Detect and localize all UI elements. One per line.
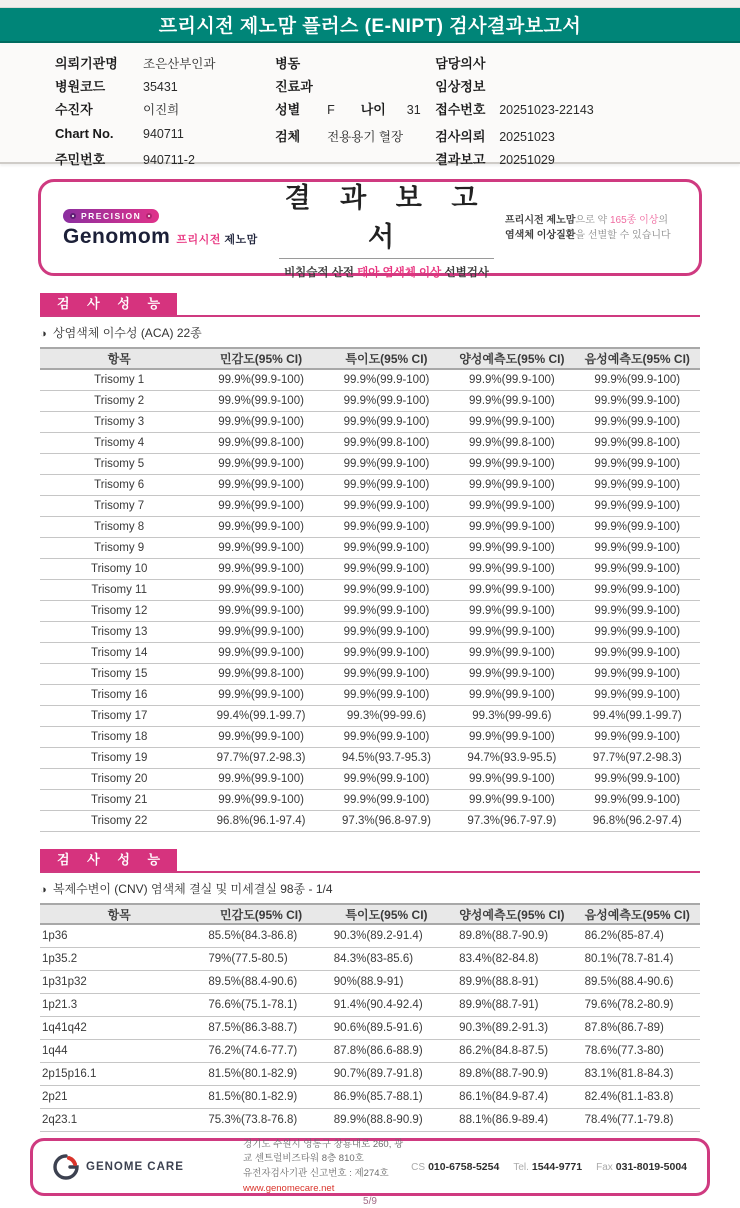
table-cell: 90.6%(89.5-91.6) (333, 1022, 423, 1034)
cnv-section-subtitle: ◑ 복제수변이 (CNV) 염색체 결실 및 미세결실 98종 - 1/4 (40, 882, 333, 896)
patient-info-column-2 (275, 53, 435, 154)
table-cell: 99.9%(99.9-100) (594, 563, 681, 575)
table-cell: 1q44 (42, 1045, 68, 1057)
table-row (40, 948, 700, 971)
table-cell: 89.9%(88.7-91) (459, 999, 539, 1011)
table-cell: Trisomy 16 (90, 689, 148, 701)
table-cell: 78.6%(77.3-80) (584, 1045, 664, 1057)
table-cell: 99.9%(99.8-100) (343, 437, 430, 449)
half-circle-bullet-icon: ◑ (40, 328, 47, 340)
field-label: 주민번호 (55, 152, 106, 167)
table-cell: 99.9%(99.9-100) (594, 584, 681, 596)
table-row (40, 706, 700, 727)
company-website-link[interactable]: www.genomecare.net (243, 1182, 335, 1194)
table-cell: 2p15p16.1 (42, 1068, 97, 1080)
patient-info-row (55, 126, 275, 149)
company-contacts: CS 010-6758-5254 Tel. 1544-9771 Fax 031-8019-5004 (411, 1161, 687, 1173)
field-label: 나이 (360, 102, 386, 117)
footer-company-box (30, 1138, 710, 1196)
table-cell: Trisomy 18 (90, 731, 148, 743)
table-cell: Trisomy 19 (90, 752, 148, 764)
cnv-section-header (40, 849, 700, 873)
table-row (40, 748, 700, 769)
aca-performance-table (40, 347, 700, 832)
table-cell: 79%(77.5-80.5) (208, 953, 288, 965)
table-cell: 79.6%(78.2-80.9) (584, 999, 674, 1011)
brand-sub-dark: 제노맘 (224, 234, 258, 246)
table-cell: 99.9%(99.9-100) (343, 374, 430, 386)
table-row (40, 971, 700, 994)
page-top-strip (0, 0, 740, 8)
result-report-heading: 결 과 보 고 서 (284, 182, 489, 252)
table-cell: 89.8%(88.7-90.9) (459, 1068, 549, 1080)
precision-badge-label: PRECISION (81, 211, 142, 221)
table-cell: Trisomy 15 (90, 668, 148, 680)
field-label: 검체 (275, 129, 301, 144)
table-cell: 2q23.1 (42, 1114, 78, 1126)
table-cell: 99.9%(99.9-100) (594, 521, 681, 533)
table-cell: 99.9%(99.8-100) (218, 668, 304, 680)
table-cell: 99.9%(99.9-100) (218, 584, 304, 596)
field-value: 20251023 (499, 130, 555, 144)
column-header: 음성예측도(95% CI) (584, 352, 690, 366)
table-cell: 99.9%(99.9-100) (594, 689, 681, 701)
patient-info-row (55, 99, 275, 122)
aca-section-subtitle: ◑ 상염색체 이수성 (ACA) 22종 (40, 326, 202, 340)
table-row (40, 685, 700, 706)
table-cell: 1p31p32 (42, 976, 87, 988)
table-cell: 99.9%(99.9-100) (594, 479, 681, 491)
genomom-brand-block (63, 206, 268, 249)
table-cell: Trisomy 17 (90, 710, 148, 722)
table-cell: 87.5%(86.3-88.7) (208, 1022, 298, 1034)
table-cell: 99.9%(99.9-100) (343, 668, 430, 680)
patient-info-row (55, 149, 275, 172)
table-cell: Trisomy 1 (94, 374, 145, 386)
table-row (40, 538, 700, 559)
table-cell: 80.1%(78.7-81.4) (584, 953, 674, 965)
table-row (40, 664, 700, 685)
table-cell: 91.4%(90.4-92.4) (333, 999, 423, 1011)
patient-info-column-3 (435, 53, 722, 167)
page-number: 5/9 (363, 1196, 377, 1207)
table-cell: Trisomy 9 (94, 542, 145, 554)
table-cell: 99.9%(99.9-100) (218, 563, 304, 575)
table-cell: Trisomy 13 (90, 626, 148, 638)
company-address: 경기도 수원시 영통구 창룡대로 260, 광교 센트럴비즈타워 8층 810호 유전자검사기관 신고번호 : 제274호 www.genomecare.net (243, 1138, 404, 1194)
table-cell: 90.3%(89.2-91.3) (459, 1022, 549, 1034)
table-cell: 99.9%(99.9-100) (218, 416, 304, 428)
table-row (40, 433, 700, 454)
field-value: 이진희 (143, 103, 180, 117)
table-cell: 99.9%(99.9-100) (469, 689, 555, 701)
table-row (40, 370, 700, 391)
table-cell: Trisomy 3 (94, 416, 145, 428)
patient-info-row (275, 76, 435, 99)
fax-number: 031-8019-5004 (615, 1161, 687, 1173)
table-cell: 99.9%(99.9-100) (343, 584, 430, 596)
table-cell: 99.9%(99.9-100) (594, 773, 681, 785)
table-cell: 99.9%(99.9-100) (594, 794, 681, 806)
table-cell: 99.9%(99.9-100) (218, 731, 304, 743)
table-cell: 99.9%(99.9-100) (218, 542, 304, 554)
aca-section-title: 검 사 성 능 (40, 293, 177, 315)
patient-info-panel (0, 43, 740, 167)
table-cell: 99.9%(99.9-100) (594, 500, 681, 512)
table-cell: 99.3%(99-99.6) (472, 710, 552, 722)
table-cell: 99.9%(99.9-100) (469, 416, 555, 428)
table-cell: 99.9%(99.9-100) (343, 563, 430, 575)
table-cell: 99.9%(99.9-100) (469, 479, 555, 491)
table-cell: 99.9%(99.9-100) (343, 395, 430, 407)
table-cell: 99.4%(99.1-99.7) (592, 710, 682, 722)
table-cell: 90%(88.9-91) (333, 976, 404, 988)
table-cell: 99.9%(99.9-100) (218, 689, 304, 701)
table-cell: 97.3%(96.8-97.9) (342, 815, 431, 827)
table-cell: Trisomy 12 (90, 605, 148, 617)
table-cell: 99.9%(99.9-100) (594, 542, 681, 554)
table-cell: 99.9%(99.9-100) (469, 647, 555, 659)
table-row (40, 475, 700, 496)
table-cell: 99.9%(99.9-100) (218, 500, 304, 512)
field-label: 검사의뢰 (435, 129, 486, 144)
field-value: 20251023-22143 (499, 103, 594, 117)
table-cell: 86.1%(84.9-87.4) (459, 1091, 549, 1103)
table-cell: 99.9%(99.9-100) (469, 374, 555, 386)
table-cell: 97.7%(97.2-98.3) (216, 752, 306, 764)
table-row (40, 454, 700, 475)
table-row (40, 811, 700, 832)
table-row (40, 1017, 700, 1040)
table-cell: 2p21 (42, 1091, 68, 1103)
table-cell: 86.2%(84.8-87.5) (459, 1045, 549, 1057)
field-label: 병동 (275, 56, 301, 71)
table-row (40, 994, 700, 1017)
field-value: 35431 (143, 80, 178, 94)
table-cell: Trisomy 5 (94, 458, 145, 470)
table-cell: 99.9%(99.9-100) (594, 458, 681, 470)
column-header: 항목 (107, 907, 131, 922)
field-value: 940711-2 (143, 153, 195, 167)
column-header: 음성예측도(95% CI) (584, 907, 690, 922)
table-cell: 99.9%(99.9-100) (343, 626, 430, 638)
table-cell: 1p21.3 (42, 999, 78, 1011)
table-cell: 99.9%(99.9-100) (218, 374, 304, 386)
table-cell: 1q41q42 (42, 1022, 87, 1034)
table-cell: 86.9%(85.7-88.1) (333, 1091, 423, 1103)
table-cell: 84.3%(83-85.6) (333, 953, 414, 965)
table-cell: 99.9%(99.9-100) (594, 647, 681, 659)
table-cell: Trisomy 11 (91, 584, 147, 596)
table-cell: 89.5%(88.4-90.6) (208, 976, 298, 988)
genome-care-mark-icon (53, 1154, 79, 1180)
field-label: 수진자 (55, 102, 93, 117)
table-cell: 99.3%(99-99.6) (346, 710, 427, 722)
table-cell: 99.9%(99.9-100) (343, 458, 430, 470)
table-cell: 99.9%(99.9-100) (469, 395, 555, 407)
table-row (40, 1109, 700, 1132)
field-label: 진료과 (275, 79, 313, 94)
table-cell: 81.5%(80.1-82.9) (208, 1091, 298, 1103)
tel-phone: 1544-9771 (531, 1161, 583, 1173)
patient-info-row (55, 53, 275, 76)
genomom-logo: Genomom 프리시전 제노맘 (63, 225, 258, 248)
column-header: 민감도(95% CI) (220, 907, 303, 922)
table-cell: 99.9%(99.9-100) (218, 626, 304, 638)
report-title: 프리시전 제노맘 플러스 (E-NIPT) 검사결과보고서 (158, 16, 582, 37)
table-row (40, 1040, 700, 1063)
field-value: 940711 (143, 127, 184, 141)
table-cell: 87.8%(86.6-88.9) (333, 1045, 423, 1057)
table-cell: 99.9%(99.9-100) (343, 773, 430, 785)
table-row (40, 559, 700, 580)
table-cell: 99.9%(99.8-100) (469, 437, 555, 449)
field-value: 전용용기 혈장 (327, 130, 404, 144)
table-cell: 99.9%(99.9-100) (343, 689, 430, 701)
table-cell: 99.9%(99.9-100) (343, 521, 430, 533)
patient-info-row (55, 76, 275, 99)
table-cell: 76.2%(74.6-77.7) (208, 1045, 298, 1057)
table-cell: 99.9%(99.9-100) (218, 395, 304, 407)
table-cell: 99.9%(99.9-100) (218, 479, 304, 491)
title-underline (279, 258, 494, 259)
table-cell: Trisomy 20 (90, 773, 148, 785)
table-cell: 99.9%(99.9-100) (469, 563, 555, 575)
precision-badge (63, 209, 159, 223)
patient-info-row (435, 126, 722, 149)
table-row (40, 1086, 700, 1109)
table-cell: 99.9%(99.9-100) (469, 542, 555, 554)
field-value: 조은산부인과 (143, 57, 216, 71)
table-cell: 99.9%(99.9-100) (594, 731, 681, 743)
report-box-title-block (268, 176, 505, 280)
table-cell: 99.9%(99.8-100) (594, 437, 681, 449)
column-header: 특이도(95% CI) (345, 352, 428, 366)
table-row (40, 412, 700, 433)
table-cell: Trisomy 4 (94, 437, 145, 449)
table-cell: 99.9%(99.9-100) (218, 605, 304, 617)
table-cell: 99.9%(99.9-100) (594, 626, 681, 638)
table-cell: 94.5%(93.7-95.3) (342, 752, 431, 764)
table-cell: 99.9%(99.9-100) (469, 668, 555, 680)
table-cell: 99.9%(99.9-100) (594, 605, 681, 617)
cnv-performance-table (40, 903, 700, 1132)
cs-phone: 010-6758-5254 (428, 1161, 500, 1173)
table-row (40, 643, 700, 664)
field-label: 임상정보 (435, 79, 486, 94)
table-cell: 99.9%(99.9-100) (469, 731, 555, 743)
column-header: 특이도(95% CI) (345, 907, 428, 922)
table-cell: 99.9%(99.9-100) (343, 500, 430, 512)
table-cell: 81.5%(80.1-82.9) (208, 1068, 298, 1080)
table-cell: 94.7%(93.9-95.5) (467, 752, 557, 764)
table-cell: 75.3%(73.8-76.8) (208, 1114, 298, 1126)
badge-dot-right-icon (146, 213, 152, 219)
table-cell: 76.6%(75.1-78.1) (208, 999, 298, 1011)
patient-info-row (275, 126, 435, 149)
table-cell: 99.9%(99.9-100) (343, 479, 430, 491)
patient-info-row (435, 99, 722, 122)
table-header-row (40, 349, 700, 370)
table-cell: 99.4%(99.1-99.7) (216, 710, 306, 722)
screening-note: 프리시전 제노맘으로 약 165종 이상의 염색체 이상질환을 선별할 수 있습니다 (505, 214, 671, 241)
table-cell: 99.9%(99.9-100) (469, 500, 555, 512)
table-cell: 90.7%(89.7-91.8) (333, 1068, 423, 1080)
table-cell: 82.4%(81.1-83.8) (584, 1091, 674, 1103)
field-value: 20251029 (499, 153, 555, 167)
table-cell: 99.9%(99.9-100) (218, 647, 304, 659)
table-row (40, 790, 700, 811)
table-row (40, 580, 700, 601)
patient-info-column-1 (55, 53, 275, 167)
table-cell: 99.9%(99.9-100) (343, 542, 430, 554)
table-cell: Trisomy 22 (90, 815, 148, 827)
table-row (40, 622, 700, 643)
brand-sub-pink: 프리시전 (176, 234, 221, 246)
table-row (40, 727, 700, 748)
table-row (40, 496, 700, 517)
table-row (40, 769, 700, 790)
cnv-section-title: 검 사 성 능 (40, 849, 177, 871)
aca-section-header (40, 293, 700, 317)
table-cell: 89.9%(88.8-90.9) (333, 1114, 423, 1126)
table-cell: 87.8%(86.7-89) (584, 1022, 664, 1034)
table-cell: 1p36 (42, 930, 68, 942)
table-cell: 89.5%(88.4-90.6) (584, 976, 674, 988)
table-cell: 99.9%(99.9-100) (218, 521, 304, 533)
table-cell: Trisomy 10 (90, 563, 148, 575)
table-cell: 99.9%(99.9-100) (343, 605, 430, 617)
column-header: 민감도(95% CI) (220, 352, 303, 366)
table-cell: 99.9%(99.8-100) (218, 437, 304, 449)
table-cell: 99.9%(99.9-100) (218, 794, 304, 806)
table-cell: 89.8%(88.7-90.9) (459, 930, 549, 942)
table-cell: 99.9%(99.9-100) (594, 374, 681, 386)
table-cell: 99.9%(99.9-100) (343, 647, 430, 659)
table-cell: 86.2%(85-87.4) (584, 930, 664, 942)
table-cell: 97.3%(96.7-97.9) (467, 815, 557, 827)
table-cell: 99.9%(99.9-100) (218, 458, 304, 470)
table-cell: 96.8%(96.1-97.4) (216, 815, 306, 827)
table-header-row (40, 905, 700, 925)
result-report-subtitle: 비침습적 산전 태아 염색체 이상 선별검사 (284, 266, 489, 279)
field-label: 담당의사 (435, 56, 486, 71)
field-label: 병원코드 (55, 79, 106, 94)
column-header: 양성예측도(95% CI) (459, 907, 565, 922)
table-cell: Trisomy 8 (94, 521, 145, 533)
table-cell: 99.9%(99.9-100) (594, 395, 681, 407)
table-cell: 89.9%(88.8-91) (459, 976, 539, 988)
table-cell: 99.9%(99.9-100) (343, 731, 430, 743)
table-cell: Trisomy 14 (90, 647, 148, 659)
field-value: 31 (406, 103, 421, 117)
patient-info-row (275, 99, 435, 122)
table-cell: 99.9%(99.9-100) (218, 773, 304, 785)
table-cell: Trisomy 6 (94, 479, 145, 491)
patient-info-row (435, 76, 722, 99)
table-cell: 99.9%(99.9-100) (469, 794, 555, 806)
table-cell: 83.1%(81.8-84.3) (584, 1068, 674, 1080)
table-cell: 99.9%(99.9-100) (343, 794, 430, 806)
table-row (40, 925, 700, 948)
patient-info-row (275, 53, 435, 76)
table-cell: 1p35.2 (42, 953, 78, 965)
table-cell: Trisomy 2 (94, 395, 145, 407)
table-cell: 99.9%(99.9-100) (469, 626, 555, 638)
table-cell: 83.4%(82-84.8) (459, 953, 539, 965)
badge-dot-left-icon (70, 213, 76, 219)
table-cell: 99.9%(99.9-100) (469, 458, 555, 470)
table-row (40, 517, 700, 538)
field-label: 의뢰기관명 (55, 56, 118, 71)
table-cell: 99.9%(99.9-100) (469, 605, 555, 617)
table-cell: 97.7%(97.2-98.3) (592, 752, 682, 764)
table-cell: 99.9%(99.9-100) (469, 773, 555, 785)
column-header: 항목 (107, 352, 131, 366)
table-row (40, 1063, 700, 1086)
table-cell: 99.9%(99.9-100) (594, 668, 681, 680)
table-cell: 99.9%(99.9-100) (343, 416, 430, 428)
field-value: F (327, 103, 335, 117)
field-label: 결과보고 (435, 152, 486, 167)
patient-info-row (435, 53, 722, 76)
column-header: 양성예측도(95% CI) (459, 352, 565, 366)
field-label: 성별 (275, 102, 301, 117)
table-cell: 99.9%(99.9-100) (469, 584, 555, 596)
table-cell: 90.3%(89.2-91.4) (333, 930, 423, 942)
report-title-bar (0, 8, 740, 43)
half-circle-bullet-icon: ◑ (40, 884, 47, 896)
table-cell: 99.9%(99.9-100) (594, 416, 681, 428)
table-cell: 78.4%(77.1-79.8) (584, 1114, 674, 1126)
table-cell: 88.1%(86.9-89.4) (459, 1114, 549, 1126)
genome-care-logo: GENOME CARE (53, 1154, 243, 1180)
table-cell: 85.5%(84.3-86.8) (208, 930, 298, 942)
table-cell: 96.8%(96.2-97.4) (592, 815, 682, 827)
field-label: 접수번호 (435, 102, 486, 117)
patient-info-row (435, 149, 722, 172)
table-cell: Trisomy 7 (94, 500, 145, 512)
table-cell: 99.9%(99.9-100) (469, 521, 555, 533)
result-report-banner (38, 179, 702, 279)
table-cell: Trisomy 21 (90, 794, 148, 806)
table-row (40, 391, 700, 412)
table-row (40, 601, 700, 622)
field-label: Chart No. (55, 126, 114, 141)
